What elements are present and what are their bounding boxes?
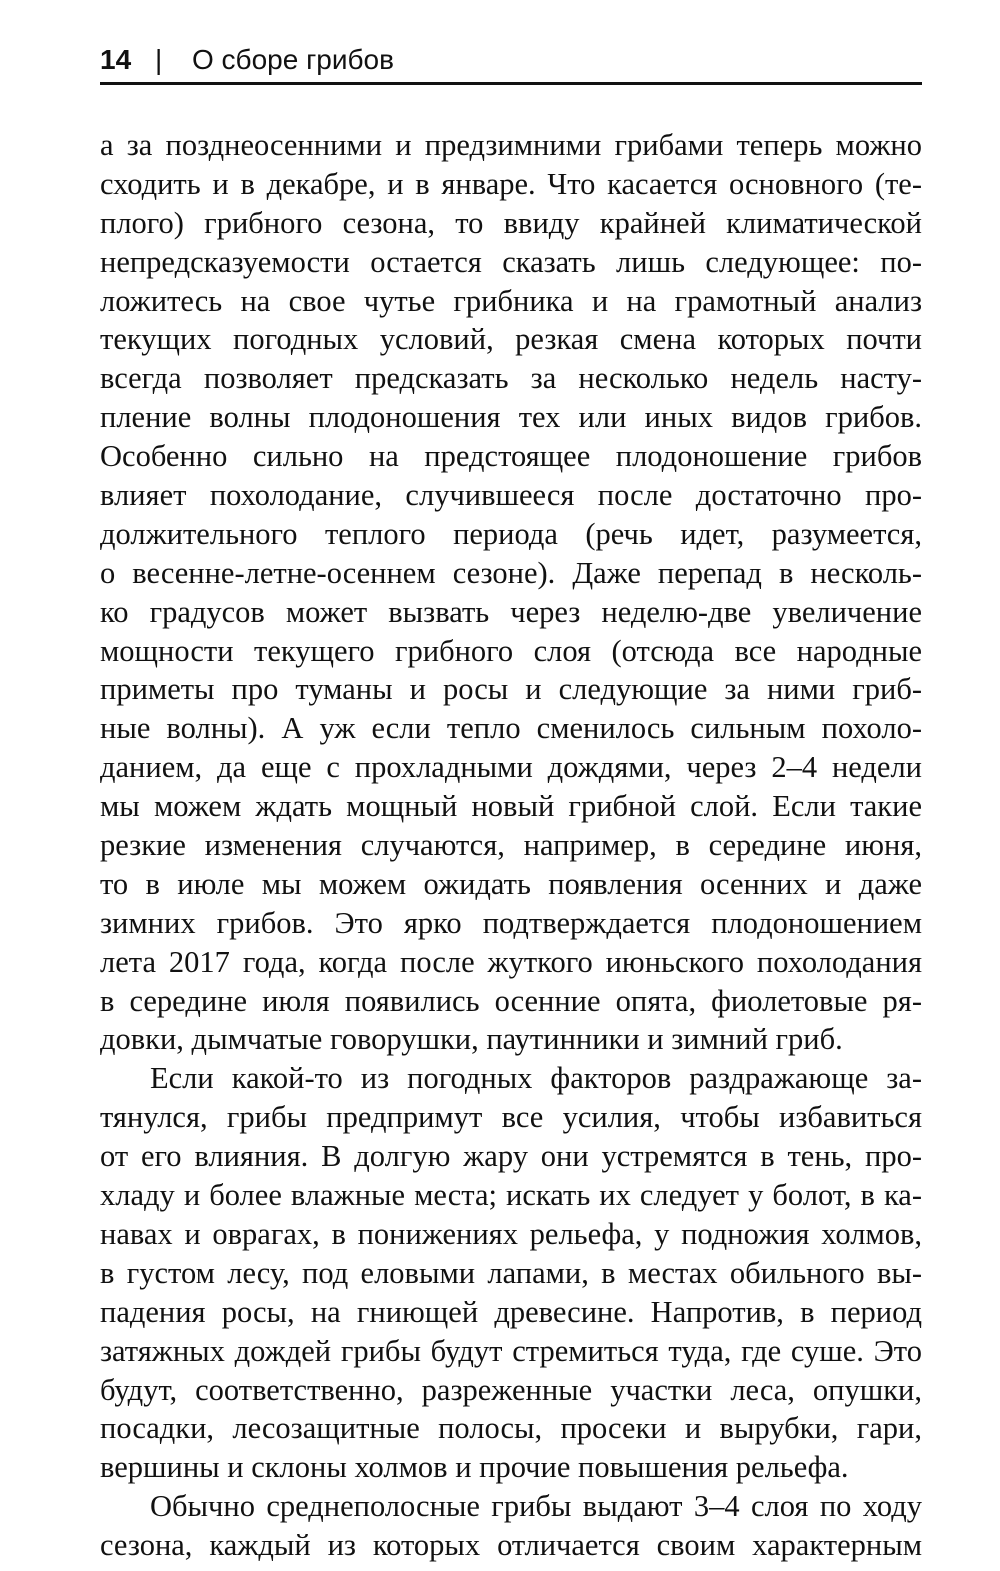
text-line: падения росы, на гниющей древесине. Напротив, в период (100, 1294, 922, 1329)
text-line: вершины и склоны холмов и прочие повышения рельефа. (100, 1450, 849, 1485)
text-line: о весенне-летне-осеннем сезоне). Даже перепад в несколь- (100, 555, 922, 590)
running-head (100, 38, 922, 82)
text-line: влияет похолодание, случившееся после достаточно про- (100, 478, 922, 513)
paragraph (100, 126, 922, 1059)
text-line: ные волны). А уж если тепло сменилось сильным похоло- (100, 711, 922, 746)
text-line: плого) грибного сезона, то ввиду крайней климатической (100, 205, 922, 240)
chapter-title: О сборе грибов (192, 44, 395, 75)
text-line: хладу и более влажные места; искать их следует у болот, в ка- (100, 1178, 922, 1213)
text-line: в густом лесу, под еловыми лапами, в местах обильного вы- (100, 1255, 922, 1290)
text-line: всегда позволяет предсказать за несколько недель насту- (100, 361, 922, 396)
text-line: сходить и в декабре, и в январе. Что касается основного (те- (100, 166, 922, 201)
text-line: Если какой-то из погодных факторов раздражающе за- (150, 1061, 922, 1096)
text-line: Особенно сильно на предстоящее плодоношение грибов (100, 439, 922, 474)
text-line: навах и оврагах, в понижениях рельефа, у подножия холмов, (100, 1216, 922, 1251)
text-line: должительного теплого периода (речь идет, разумеется, (100, 516, 922, 551)
text-line: данием, да еще с прохладными дождями, через 2–4 недели (100, 750, 922, 785)
text-line: резкие изменения случаются, например, в середине июня, (100, 828, 922, 863)
text-line: довки, дымчатые говорушки, паутинники и зимний гриб. (100, 1022, 843, 1057)
text-line: посадки, лесозащитные полосы, просеки и вырубки, гари, (100, 1411, 922, 1446)
paragraph (100, 1059, 922, 1487)
text-line: тянулся, грибы предпримут все усилия, чтобы избавиться (100, 1100, 922, 1135)
text-line: а за позднеосенними и предзимними грибами теперь можно (100, 128, 922, 162)
text-line: приметы про туманы и росы и следующие за ними гриб- (100, 672, 922, 707)
text-line: Обычно среднеполосные грибы выдают 3–4 слоя по ходу (150, 1489, 922, 1524)
text-line: в середине июля появились осенние опята, фиолетовые ря- (100, 983, 922, 1018)
text-line: будут, соответственно, разреженные участки леса, опушки, (100, 1372, 922, 1407)
page-number: 14 (100, 44, 132, 75)
header-rule (100, 82, 922, 85)
text-line: пление волны плодоношения тех или иных видов грибов. (100, 400, 922, 435)
text-line: от его влияния. В долгую жару они устремятся в тень, про- (100, 1139, 922, 1174)
text-line: непредсказуемости остается сказать лишь следующее: по- (100, 244, 922, 279)
text-line: ложитесь на свое чутье грибника и на грамотный анализ (100, 283, 922, 318)
text-line: то в июле мы можем ожидать появления осенних и даже (100, 866, 922, 901)
text-line: сезона, каждый из которых отличается своим характерным (100, 1528, 922, 1563)
text-line: лета 2017 года, когда после жуткого июньского похолодания (100, 944, 922, 979)
body-text (100, 126, 922, 1565)
text-line: текущих погодных условий, резкая смена которых почти (100, 322, 922, 357)
text-line: зимних грибов. Это ярко подтверждается плодоношением (100, 905, 922, 940)
paragraph (100, 1487, 922, 1565)
header-separator: | (155, 44, 163, 75)
text-line: мощности текущего грибного слоя (отсюда все народные (100, 633, 922, 668)
text-line: затяжных дождей грибы будут стремиться туда, где суше. Это (100, 1333, 922, 1368)
text-line: мы можем ждать мощный новый грибной слой. Если такие (100, 789, 922, 824)
text-line: ко градусов может вызвать через неделю-две увеличение (100, 594, 922, 629)
